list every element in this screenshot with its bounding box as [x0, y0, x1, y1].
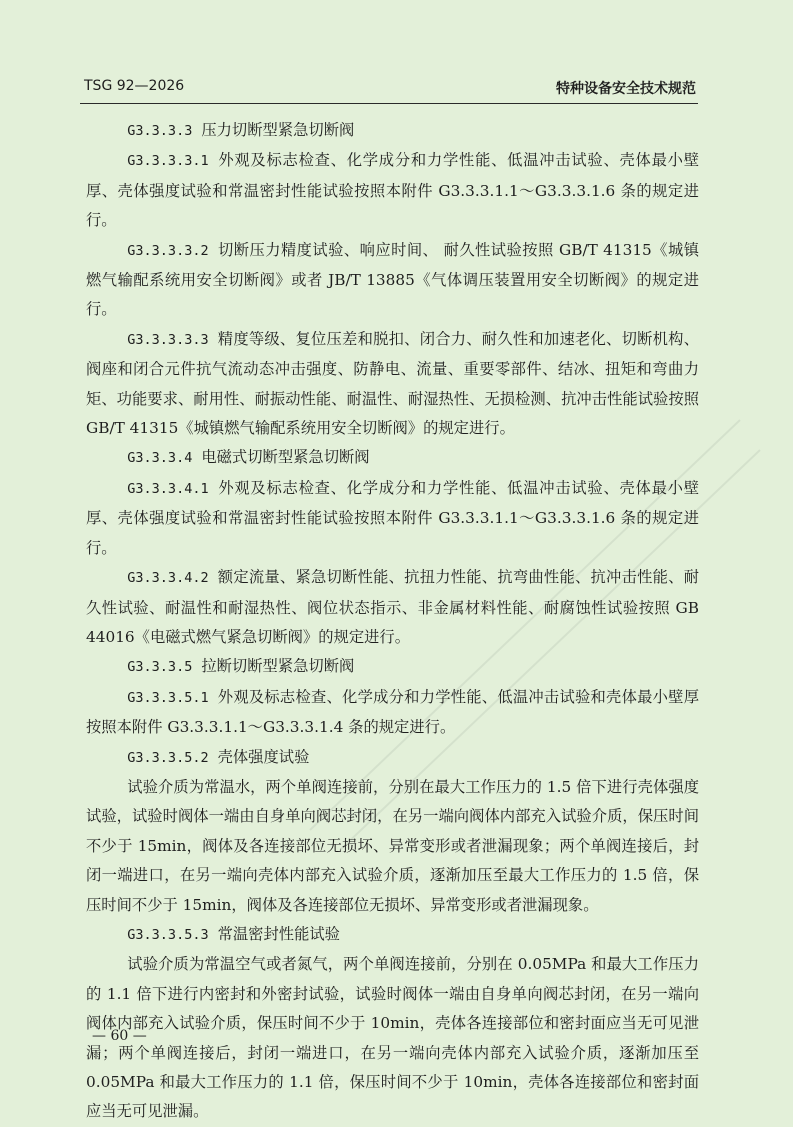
clause-title: 压力切断型紧急切断阀 [201, 121, 355, 139]
clause-title: 电磁式切断型紧急切断阀 [201, 448, 370, 467]
clause-text: 额定流量、紧急切断性能、抗扭力性能、抗弯曲性能、抗冲击性能、耐久性试验、耐温性和耐湿热性、阀位状态指示、非金属材料性能、耐腐蚀性试验按照 GB 44016《电磁式燃气紧急切断阀》的规定进行。 [86, 568, 699, 646]
clause-number: G3.3.3.4.1 [127, 480, 209, 497]
header-divider [80, 103, 698, 104]
clause-title: 壳体强度试验 [217, 747, 310, 766]
page-header [80, 70, 698, 104]
paragraph-text: 试验介质为常温空气或者氮气，两个单阀连接前，分别在 0.05MPa 和最大工作压力的 1.1 倍下进行内密封和外密封试验，试验时阀体一端由自身单向阀芯封闭，在另一端向阀体内部充入试验介质，保压时间不少于 10min，壳体各连接部位和密封面应当无可见泄漏；两个单阀连接后，封闭一端进口，在另一端向壳体内部充入试验介质，逐渐加压至 0.05MPa 和最大工作压力的 1.1 倍，保压时间不少于 10min，壳体各连接部位和密封面应当无可见泄漏。 [86, 955, 699, 1121]
clause-number: G3.3.3.5 [127, 659, 193, 676]
clause-number: G3.3.3.3.3 [127, 331, 209, 348]
clause-number: G3.3.3.5.3 [127, 926, 209, 943]
page-body [86, 116, 699, 1127]
clause-number: G3.3.3.4.2 [127, 570, 209, 587]
document-series-title: 特种设备安全技术规范 [556, 81, 696, 97]
clause-paragraph [86, 563, 699, 652]
clause-text: 精度等级、复位压差和脱扣、闭合力、耐久性和加速老化、切断机构、阀座和闭合元件抗气流动态冲击强度、防静电、流量、重要零部件、结冰、扭矩和弯曲力矩、功能要求、耐用性、耐振动性能、耐温性、耐湿热性、无损检测、抗冲击性能试验按照 GB/T 41315《城镇燃气输配系统用安全切断阀》的规定进行。 [86, 329, 699, 438]
clause-text: 外观及标志检查、化学成分和力学性能、低温冲击试验、壳体最小壁厚、壳体强度试验和常温密封性能试验按照本附件 G3.3.3.1.1～G3.3.3.1.6 条的规定进行。 [86, 478, 699, 557]
paragraph-text: 试验介质为常温水，两个单阀连接前，分别在最大工作压力的 1.5 倍下进行壳体强度试验，试验时阀体一端由自身单向阀芯封闭，在另一端向阀体内部充入试验介质，保压时间不少于 15min，阀体及各连接部位无损坏、异常变形或者泄漏现象；两个单阀连接后，封闭一端进口，在另一端向壳体内部充入试验介质，逐渐加压至最大工作压力的 1.5 倍，保压时间不少于 15min，阀体及各连接部位无损坏、异常变形或者泄漏现象。 [86, 777, 699, 914]
clause-text: 外观及标志检查、化学成分和力学性能、低温冲击试验、壳体最小壁厚、壳体强度试验和常温密封性能试验按照本附件 G3.3.3.1.1～G3.3.3.1.6 条的规定进行。 [86, 151, 699, 230]
section-heading [86, 652, 699, 682]
clause-number: G3.3.3.5.2 [127, 749, 209, 766]
clause-number: G3.3.3.5.1 [127, 689, 209, 706]
body-paragraph [86, 773, 699, 920]
clause-title: 拉断切断型紧急切断阀 [201, 657, 355, 676]
clause-number: G3.3.3.3.1 [127, 153, 209, 170]
document-code: TSG 92—2026 [84, 78, 185, 94]
clause-text: 外观及标志检查、化学成分和力学性能、低温冲击试验和壳体最小壁厚按照本附件 G3.3.3.1.1～G3.3.3.1.4 条的规定进行。 [86, 687, 699, 737]
clause-paragraph [86, 146, 699, 235]
clause-paragraph [86, 236, 699, 325]
clause-title: 常温密封性能试验 [217, 924, 340, 943]
body-paragraph [86, 950, 699, 1126]
clause-number: G3.3.3.4 [127, 450, 193, 467]
page-number: — 60 — [92, 1028, 147, 1044]
section-heading [86, 920, 699, 950]
clause-number: G3.3.3.3.2 [127, 242, 209, 259]
clause-number: G3.3.3.3 [127, 123, 193, 139]
clause-text: 切断压力精度试验、响应时间、 耐久性试验按照 GB/T 41315《城镇燃气输配系统用安全切断阀》或者 JB/T 13885《气体调压装置用安全切断阀》的规定进行。 [86, 240, 699, 319]
clause-paragraph [86, 325, 699, 444]
section-heading [86, 443, 699, 473]
section-heading [86, 116, 699, 146]
clause-paragraph [86, 683, 699, 743]
clause-paragraph [86, 474, 699, 563]
section-heading [86, 743, 699, 773]
